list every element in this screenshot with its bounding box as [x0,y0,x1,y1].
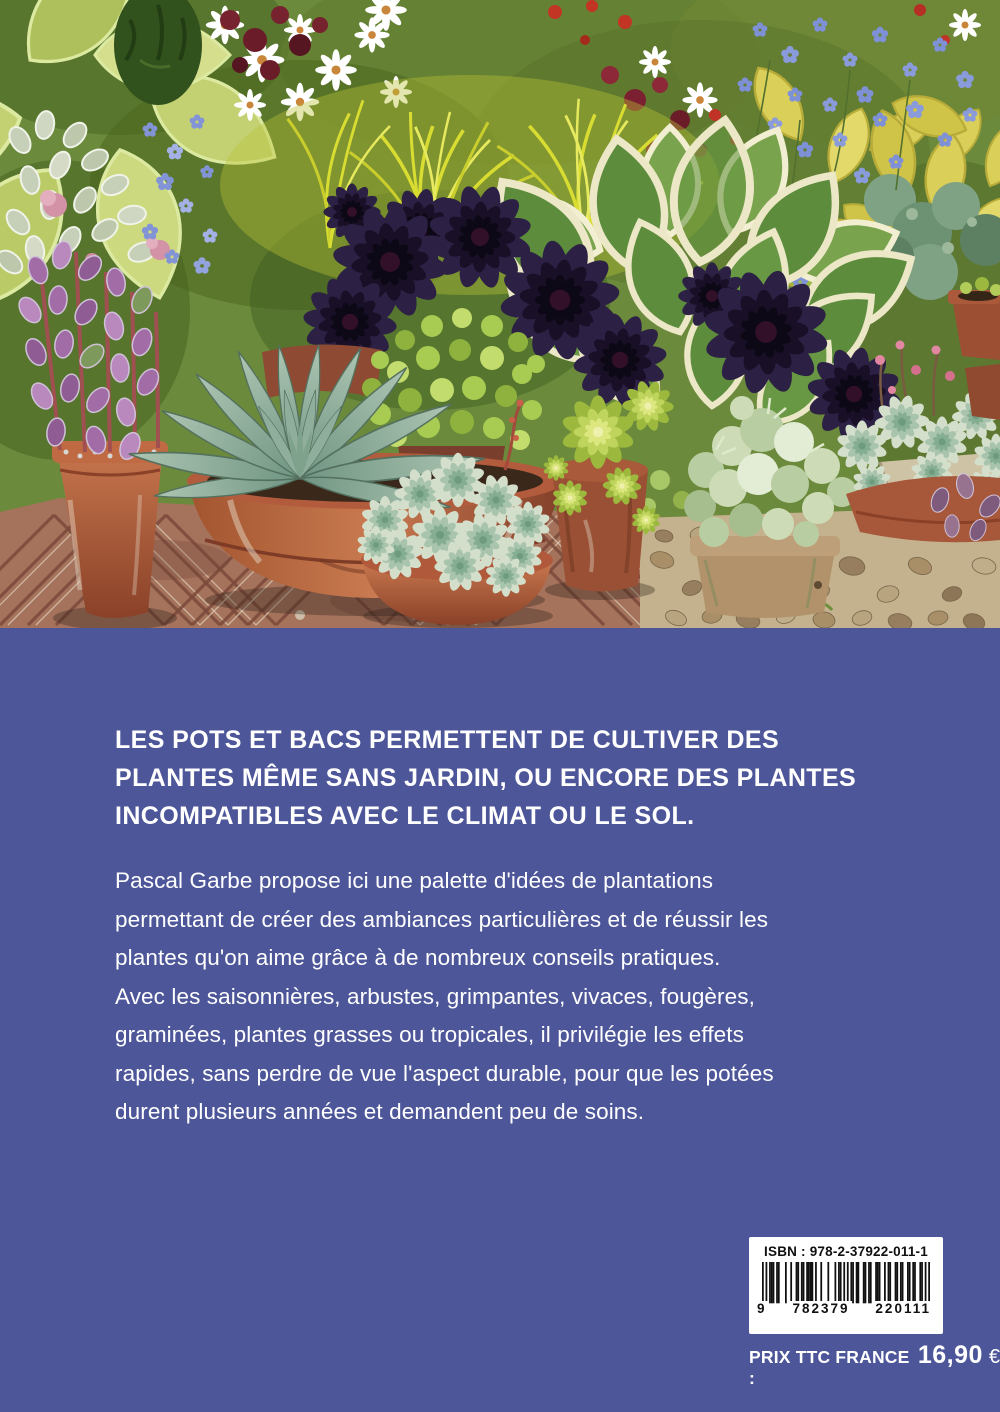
ean-group-1: 9 [757,1301,767,1316]
body-line-7: durent plusieurs années et demandent peu de soins. [115,1099,645,1124]
isbn-label: ISBN : 978-2-37922-011-1 [764,1244,928,1259]
ean-number [755,1301,933,1316]
garden-photo-illustration [0,0,1000,628]
body-line-4: Avec les saisonnières, arbustes, grimpantes, vivaces, fougères, [115,983,755,1009]
price-value: 16,90 [917,1341,983,1369]
body-line-1: Pascal Garbe propose ici une palette d'idées de plantations [115,868,714,893]
price-label: PRIX TTC FRANCE : [749,1347,910,1388]
headline-line-3: INCOMPATIBLES AVEC LE CLIMAT OU LE SOL. [115,802,695,830]
garden-photo [0,0,1000,628]
barcode [757,1262,931,1316]
euro-sign: € [988,1346,1000,1368]
body-line-3: plantes qu'on aime grâce à de nombreux conseils pratiques. [115,945,721,970]
headline-line-2: PLANTES MÊME SANS JARDIN, OU ENCORE DES PLANTES [115,764,857,792]
body-line-6: rapides, sans perdre de vue l'aspect durable, pour que les potées [115,1060,774,1086]
ean-group-3: 220111 [875,1301,931,1316]
barcode-panel [749,1237,943,1334]
ean-group-2: 782379 [792,1301,850,1316]
body-line-2: permettant de créer des ambiances particulières et de réussir les [115,906,769,932]
body-line-5: graminées, plantes grasses ou tropicales, il privilégie les effets [115,1022,744,1047]
headline-line-1: LES POTS ET BACS PERMETTENT DE CULTIVER DES [115,726,780,754]
headline [115,721,856,835]
description-paragraph [115,862,774,1132]
price-line [749,1341,1000,1389]
